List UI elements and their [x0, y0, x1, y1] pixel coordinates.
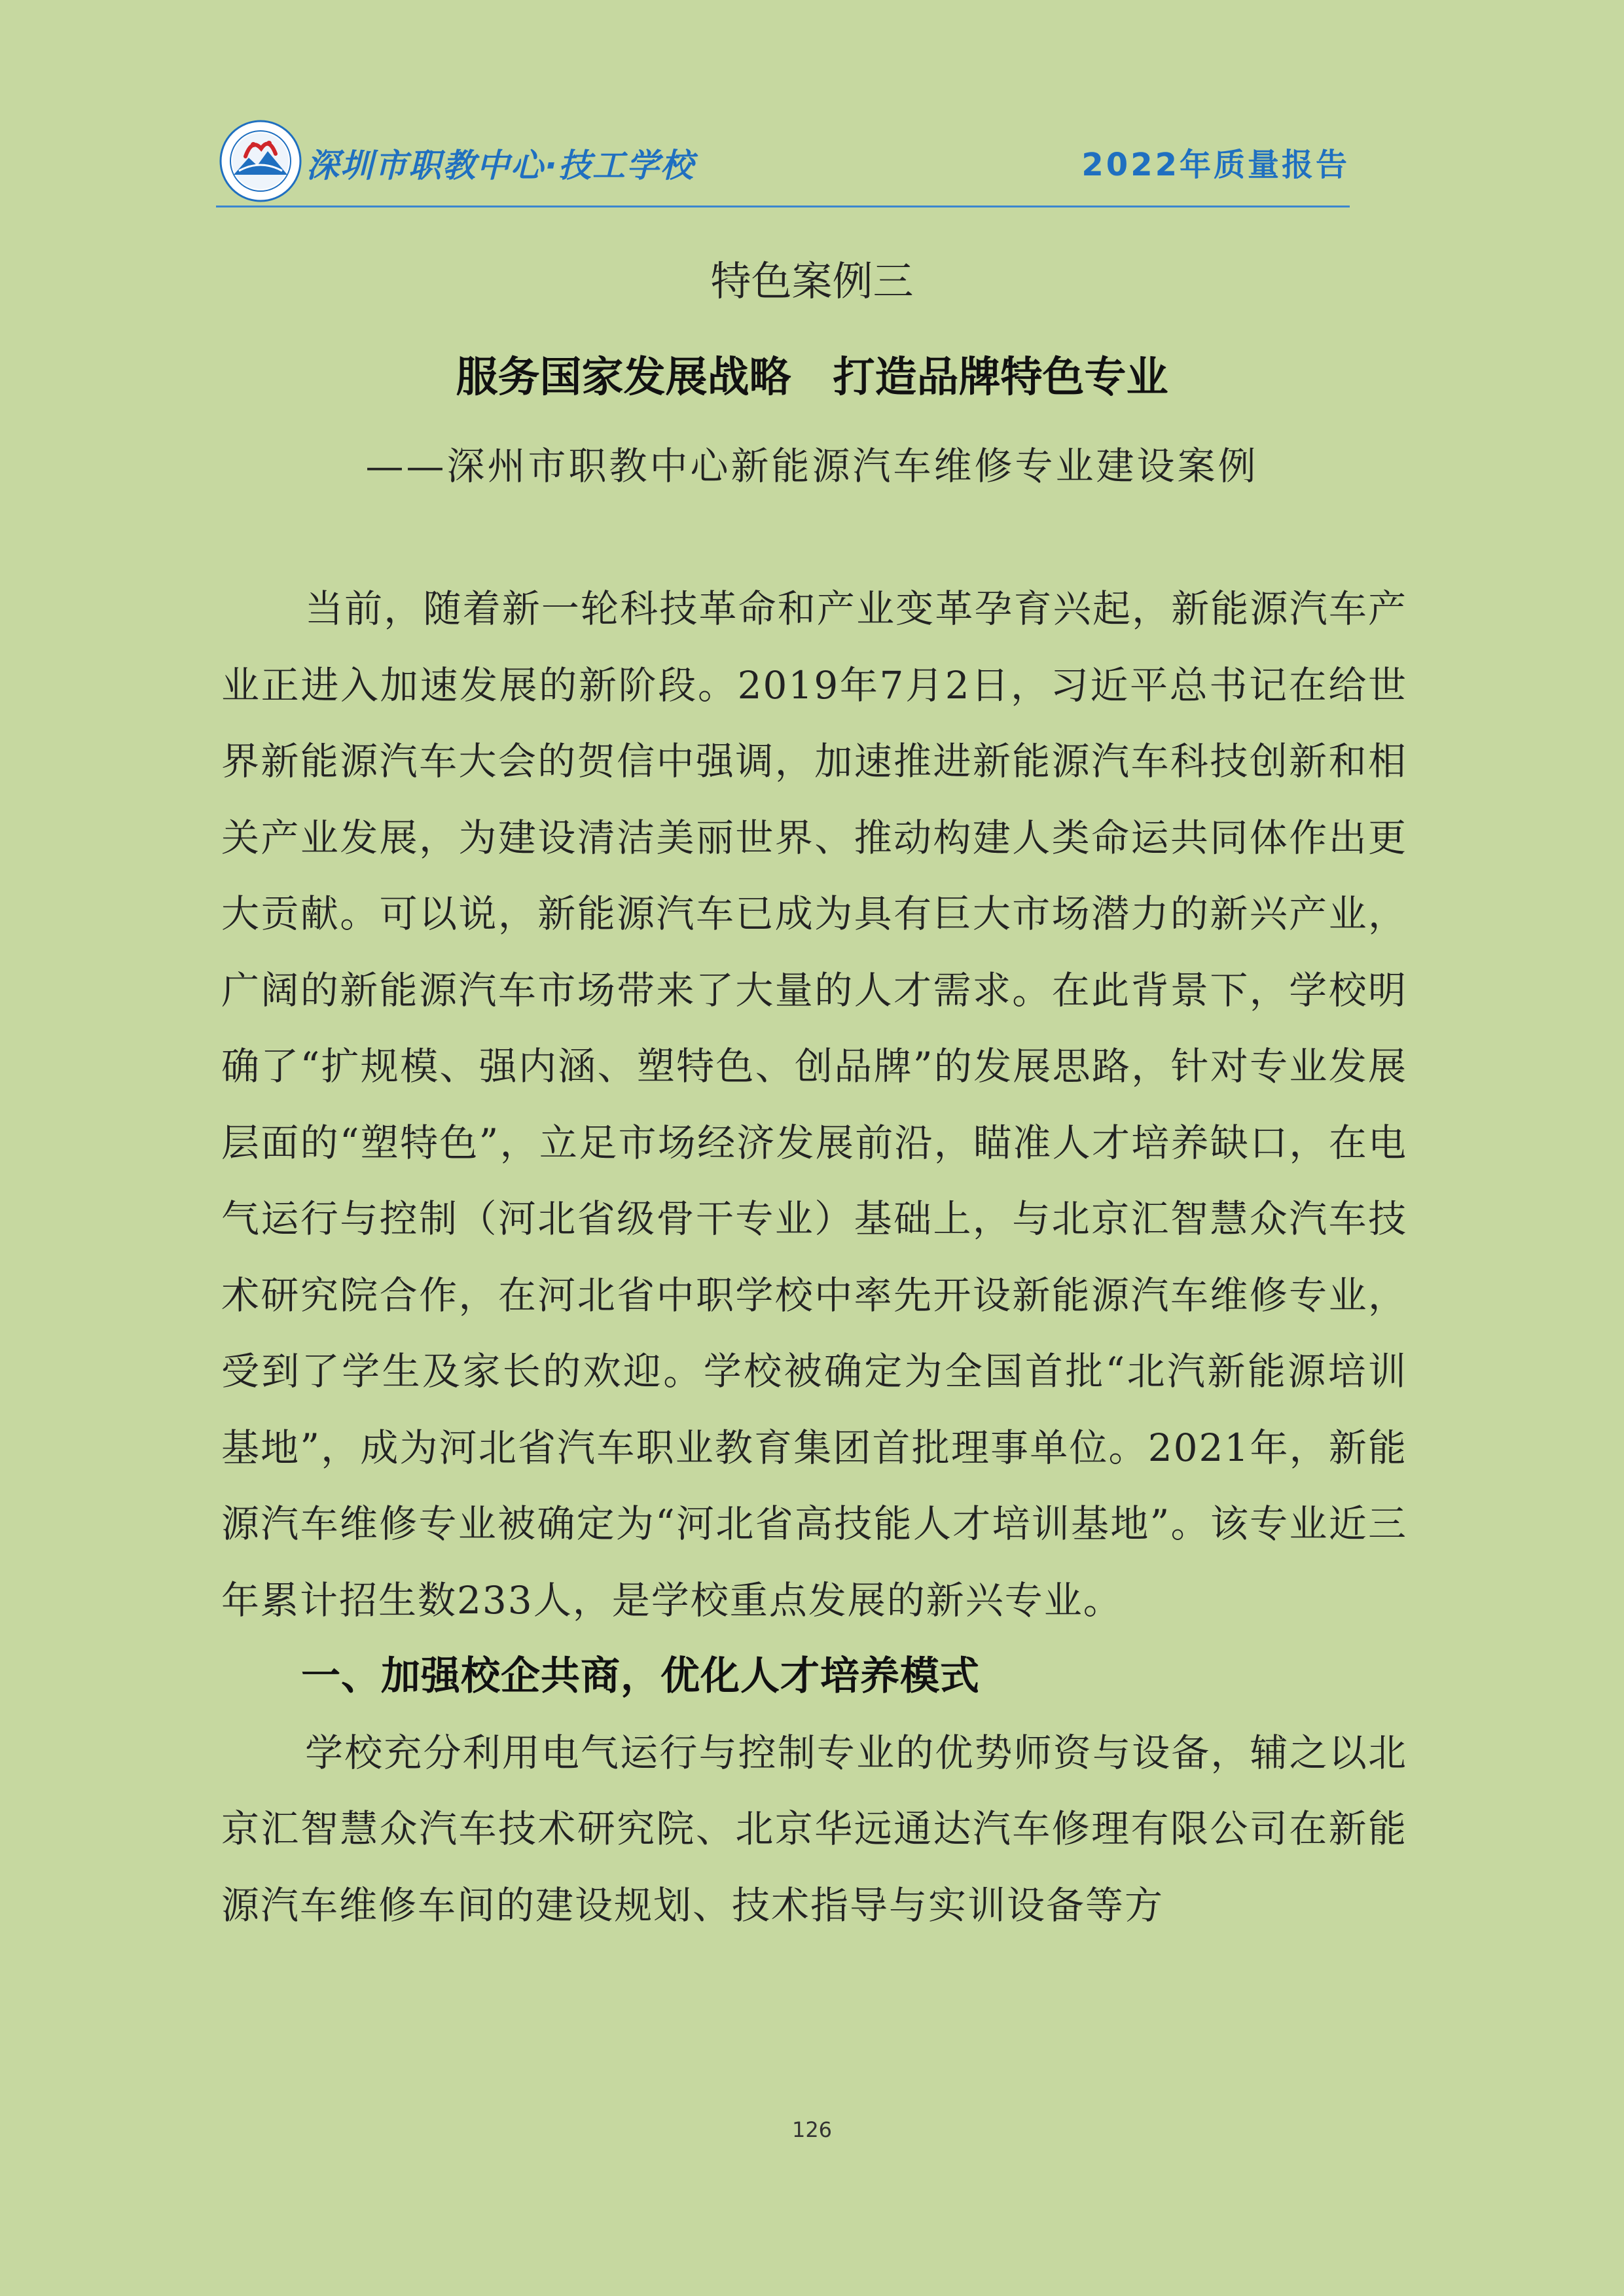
school-emblem-icon: [219, 120, 302, 202]
article-title: 服务国家发展战略 打造品牌特色专业: [456, 353, 1168, 402]
school-name: 深圳市职教中心·技工学校: [306, 147, 695, 185]
header-divider: [216, 206, 1350, 207]
paragraph-intro: 当前，随着新一轮科技革命和产业变革孕育兴起，新能源汽车产业正进入加速发展的新阶段。2019年7月2日，习近平总书记在给世界新能源汽车大会的贺信中强调，加速推进新能源汽车科技创新和相关产业发展，为建设清洁美丽世界、推动构建人类命运共同体作出更大贡献。可以说，新能源汽车已成为具有巨大市场潜力的新兴产业，广阔的新能源汽车市场带来了大量的人才需求。在此背景下，学校明确了“扩规模、强内涵、塑特色、创品牌”的发展思路，针对专业发展层面的“塑特色”，立足市场经济发展前沿，瞄准人才培养缺口，在电气运行与控制（河北省级骨干专业）基础上，与北京汇智慧众汽车技术研究院合作，在河北省中职学校中率先开设新能源汽车维修专业，受到了学生及家长的欢迎。学校被确定为全国首批“北汽新能源培训基地”，成为河北省汽车职业教育集团首批理事单位。2021年，新能源汽车维修专业被确定为“河北省高技能人才培训基地”。该专业近三年累计招生数233人，是学校重点发展的新兴专业。: [221, 586, 1407, 1623]
case-label: 特色案例三: [710, 257, 914, 305]
page-header: [216, 115, 1350, 207]
report-title: 2022年质量报告: [1081, 147, 1350, 183]
page-number: 126: [791, 2117, 833, 2142]
paragraph-section-1: 学校充分利用电气运行与控制专业的优势师资与设备，辅之以北京汇智慧众汽车技术研究院、北京华远通达汽车修理有限公司在新能源汽车维修车间的建设规划、技术指导与实训设备等方: [221, 1730, 1407, 1928]
article-body: [221, 571, 1407, 1943]
article-subtitle: ——深州市职教中心新能源汽车维修专业建设案例: [365, 444, 1259, 488]
section-heading-1: 一、加强校企共商，优化人才培养模式: [301, 1653, 980, 1699]
